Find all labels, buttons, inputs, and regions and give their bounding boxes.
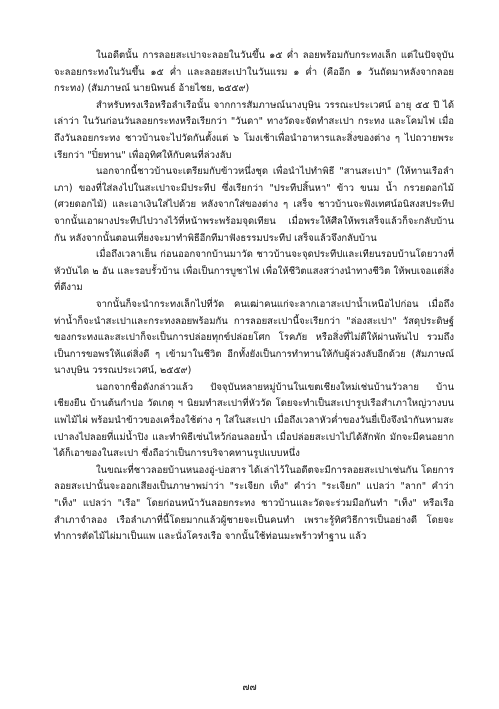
paragraph-5: จากนั้นก็จะนำกระทงเล็กไปที่วัด คนเฒ่าคนแก่จะลากเอาสะเปาน้ำเหนือไปก่อน เมื่อถึงท่าน้ำก็จะนำสะเปาและกระทงลอยพร้อมกัน การลอยสะเปานี้จะเรียกว่า "ล่องสะเปา" วัสดุประดิษฐ์ของกระทงและสะเปาก็จะเป็นการปล่อยทุกข์ปล่อยโศก โรคภัย หรือสิ่งที่ไม่ดีให้ผ่านพ้นไป รวมถึงเป็นการขอพรให้แด่สิ่งดี ๆ เข้ามาในชีวิต อีกทั้งยังเป็นการทำทานให้กับผู้ล่วงลับอีกด้วย (สัมภาษณ์ นางบุษิน วรรณประเวศน์, ๒๕๕๙): [54, 298, 454, 377]
paragraph-6: นอกจากชื่อดังกล่าวแล้ว ปัจจุบันหลายหมู่บ้านในเขตเชียงใหม่เช่นบ้านวัวลาย บ้านเชียงยืน บ้านต้นกำปอ วัดเกตุ ฯ นิยมทำสะเปาที่หัววัด โดยจะทำเป็นสะเปารูปเรือสำเภาใหญ่วางบนแพไม้ไผ่ พร้อมนำข้าวของเครื่องใช้ต่าง ๆ ใส่ในสะเปา เมื่อถึงเวลาหัวค่ำของวันยี่เป็งจึงนำกันหามสะเปาลงไปลอยที่แม่น้ำปิง และทำพิธีเซ่นไหว้ก่อนลอยน้ำ เมื่อปล่อยสะเปาไปได้สักพัก มักจะมีคนอยากได้ก็เอาของในสะเปา ซึ่งถือว่าเป็นการบริจาคทานรูปแบบหนึ่ง: [54, 381, 454, 460]
paragraph-1: ในอดีตนั้น การลอยสะเปาจะลอยในวันขึ้น ๑๕ ค่ำ ลอยพร้อมกับกระทงเล็ก แต่ในปัจจุบันจะลอยกระทงในวันขึ้น ๑๕ ค่ำ และลอยสะเปาในวันแรม ๑ ค่ำ (คืออีก ๑ วันถัดมาหลังจากลอยกระทง) (สัมภาษณ์ นายนิพนธ์ อ้ายไชย, ๒๕๕๙): [54, 50, 454, 95]
paragraph-2: สำหรับทรงเรือหรือลำเรือนั้น จากการสัมภาษณ์นางบุษิน วรรณะประเวศน์ อายุ ๕๕ ปี ได้เล่าว่า ในวันก่อนวันลอยกระทงหรือเรียกว่า "วันดา" ทางวัดจะจัดทำสะเปา กระทง และโคมไฟ เมื่อถึงวันลอยกระทง ชาวบ้านจะไปวัดกันตั้งแต่ ๖ โมงเช้าเพื่อนำอาหารและสิ่งของต่าง ๆ ไปถวายพระ เรียกว่า "ปิ๋ยทาน" เพื่ออุทิศให้กับคนที่ล่วงลับ: [54, 99, 454, 161]
paragraph-4: เมื่อถึงเวลาเย็น ก่อนออกจากบ้านมาวัด ชาวบ้านจะจุดประทีปและเทียนรอบบ้านโดยวางที่หัวบันได ๒ อัน และรอบรั้วบ้าน เพื่อเป็นการบูชาไฟ เพื่อให้ชีวิตแสงสว่างนำทางชีวิต ให้พบเจอแต่สิ่งที่ดีงาม: [54, 249, 454, 294]
paragraph-7: ในขณะที่ชาวลอยบ้านหนองอู่-บ่อสาร ได้เล่าไว้ในอดีตจะมีการลอยสะเปาเช่นกัน โดยการลอยสะเปานั้นจะออกเสียงเป็นภาษาพม่าว่า "ระเจียก เท็ง" คำว่า "ระเจียก" แปลว่า "ลาก" คำว่า "เท็ง" แปลว่า "เรือ" โดยก่อนหน้าวันลอยกระทง ชาวบ้านและวัดจะร่วมมือกันทำ "เท็ง" หรือเรือสำเภาจำลอง เรือลำเภาที่นี้โดยมากแล้วผู้ชายจะเป็นคนทำ เพราะรู้ทิศวิธีการเป็นอย่างดี โดยจะทำการตัดไม้ไผ่มาเป็นแพ และนั่งโครงเรือ จากนั้นใช้ท่อนมะพร้าวทำฐาน แล้ว: [54, 464, 454, 543]
paragraph-3: นอกจากนี้ชาวบ้านจะเตรียมกับข้าวหนึ่งชุด เพื่อนำไปทำพิธี "สานสะเปา" (ให้ทานเรือลำเภา) ของที่ใส่ลงไปในสะเปาจะมีประทีป ซึ่งเรียกว่า "ประทีปสิ้นหา" ข้าว ขนม น้ำ กรวยดอกไม้ (ศวยดอกไม้) และเอาเงินใส่ไปด้วย หลังจากใส่ของต่าง ๆ เสร็จ ชาวบ้านจะฟังเทศน์อนิสงสประทีป จากนั้นเอาผางประทีปไปวางไว้ที่หน้าพระพร้อมจุดเทียน เมื่อพระให้ศีลให้พรเสร็จแล้วก็จะกลับบ้านกัน หลังจากนั้นตอนเที่ยงจะมาทำพิธีอีกทีมาฟังธรรมประทีป เสร็จแล้วจึงกลับบ้าน: [54, 166, 454, 244]
page-number: ๗๗: [242, 682, 257, 693]
